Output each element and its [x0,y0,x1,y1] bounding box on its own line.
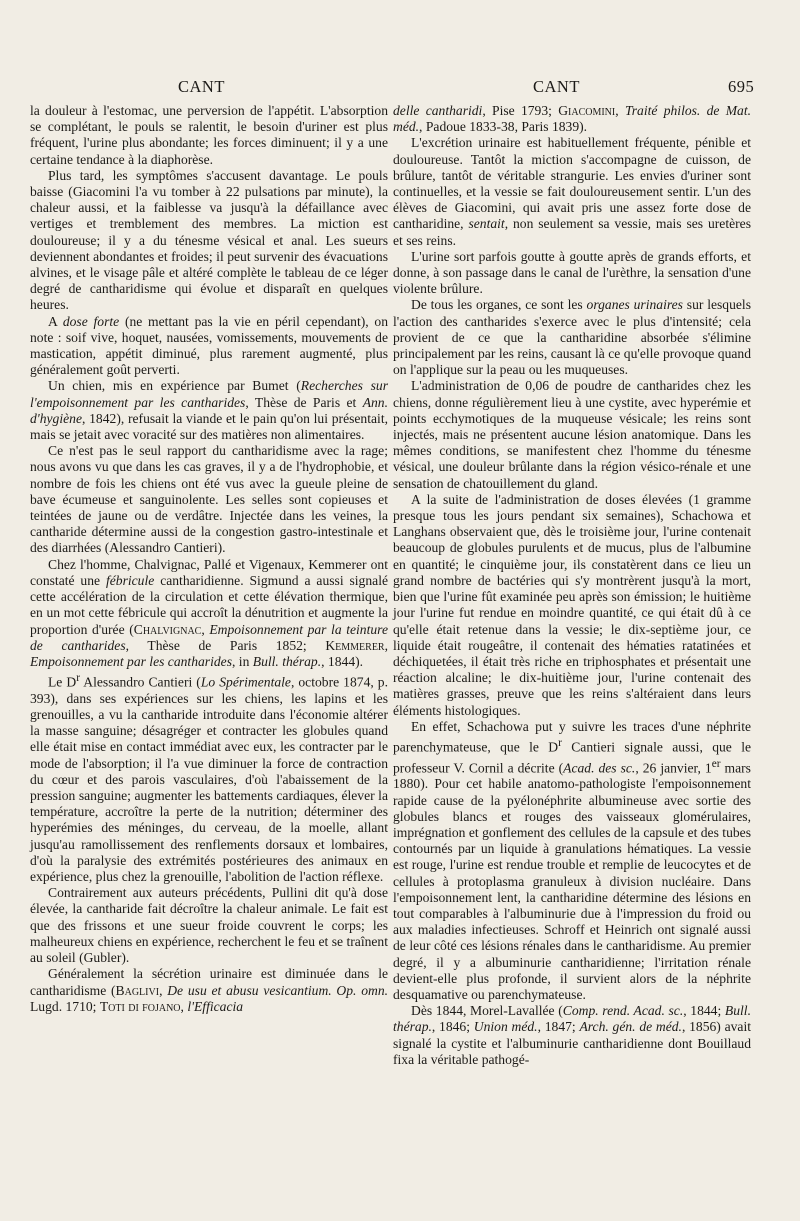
paragraph: De tous les organes, ce sont les organes urinaires sur lesquels l'action des cantharides s'exerce avec le plus d'intensité; cela provient de ce que la cantharidine absorbée s'élimine principalement par les reins, causant là ce qu'elle provoque quand on l'applique sur la peau ou les muqueuses. [393,297,751,378]
paragraph: A la suite de l'administration de doses élevées (1 gramme presque tous les jours pendant six semaines), Schachowa et Langhans observaient que, dès le troisième jour, l'urine contenait beaucoup de globules purulents et de mucus, plus de l'albumine en quantité; le cinquième jour, ils constatèrent dans ce lieu un grand nombre de bactéries qui s'y montrèrent jusqu'à la mort, bien que l'urine fût examinée peu après son émission; le huitième jour l'urine fut rendue en moindre quantité, ce qui était dû à ce qu'elle était retenue dans la vessie; le dix-septième jour, ce liquide était rougeâtre, il contenait des hématies ratatinées et déchiquetées, il était très riche en triphosphates et présentait une réaction alcaline; le dix-huitième jour, l'urine contenait des matières grasses, preuve que les reins s'altéraient dans leurs éléments histologiques. [393,491,751,718]
paragraph: Ce n'est pas le seul rapport du cantharidisme avec la rage; nous avons vu que dans les cas graves, il y a de l'hydrophobie, et nombre de fois les chiens ont été vus avec la gueule pleine de bave écumeuse et sanguinolente. Les selles sont copieuses et teintées de jaune ou de verdâtre. Injectée dans les veines, la cantharide détermine aussi de la congestion gastro-intestinale et des diarrhées (Alessandro Cantieri). [30,443,388,556]
paragraph: L'urine sort parfois goutte à goutte après de grands efforts, et donne, à son passage dans le canal de l'urèthre, la sensation d'une violente brûlure. [393,248,751,297]
paragraph: En effet, Schachowa put y suivre les traces d'une néphrite parenchymateuse, que le $D^r$ Cantieri signale aussi, que le professeur V. Cornil a décrite (Acad. des sc., 26 janvier, 1er mars 1880). Pour cet habile anatomo-pathologiste l'empoisonnement rapide cause de la pyélonéphrite albumineuse avec sortie des globules blancs et rouges des vaisseaux glomérulaires, imprégnation et gonflement des cellules de la capsule et des tubes contournés par un liquide à granulations hématiques. La vessie est rouge, l'urine est rendue trouble et remplie de leucocytes et de cellules à protoplasma granuleux à division nucléaire. Dans l'empoisonnement lent, la cantharidine détermine des lésions en tout comparables à l'albuminurie due à l'impression du froid ou aux maladies infectieuses. Schroff et Heinrich ont signalé aussi de leur côté ces lésions rénales dans le cantharidisme. Au premier degré, il y a albuminurie cantharidienne; l'irritation rénale devient-elle plus profonde, il survient alors de la néphrite desquamative ou parenchymateuse. [393,718,751,1003]
paragraph: Dès 1844, Morel-Lavallée (Comp. rend. Acad. sc., 1844; Bull. thérap., 1846; Union méd., 1847; Arch. gén. de méd., 1856) avait signalé la cystite et l'albuminurie cantharidienne dont Bouillaud fixa la véritable pathogé- [393,1003,752,1067]
paragraph: Généralement la sécrétion urinaire est diminuée dans le cantharidisme (Baglivi, De usu et abusu vesicantium. Op. omn. Lugd. 1710; Toti di fojano, l'Efficacia [30,966,389,1014]
paragraph: Contrairement aux auteurs précédents, Pullini dit qu'à dose élevée, la cantharide fait décroître la chaleur animale. Le fait est que des frissons et une sueur froide couvrent le corps; les malheureux chiens en expérience, recherchent le feu et se traînent au soleil (Gubler). [30,885,388,966]
paragraph: L'excrétion urinaire est habituellement fréquente, pénible et douloureuse. Tantôt la miction s'accompagne de cuisson, de brûlure, tantôt de véritable strangurie. Les envies d'uriner sont continuelles, et la vessie se fait douloureusement sentir. L'un des élèves de Giacomini, qui avait pris une assez forte dose de cantharidine, sentait, non seulement sa vessie, mais ses uretères et ses reins. [393,135,751,248]
paragraph: Le $D^r$ Alessandro Cantieri (Lo Spérimentale, octobre 1874, p. 393), dans ses expériences sur les chiens, les lapins et les grenouilles, a vu la cantharide introduite dans l'économie altérer la masse sanguine; désagréger et contracter les globules quand elle était mise en contact immédiat avec eux, les contracter par le mode de l'absorption; il l'a vue diminuer la force de contraction du cœur et des parois vasculaires, d'où l'abaissement de la pression sanguine; augmenter les battements cardiaques, élever la température, accroître la perte de la nutrition; déterminer des hyperémies des méninges, du cerveau, de la moelle, allant jusqu'au ramollissement des renflements dorsaux et lombaires, d'où la paralysie des extrémités postérieures des animaux en expérience, plus chez la grenouille, l'abolition de l'action réflexe. [30,672,389,885]
paragraph: Un chien, mis en expérience par Bumet (Recherches sur l'empoisonnement par les cantharides, Thèse de Paris et Ann. d'hygiène, 1842), refusait la viande et le pain qu'on lui présentait, mais se jetait avec voracité sur des matières non alimentaires. [30,378,388,443]
paragraph: L'administration de 0,06 de poudre de cantharides chez les chiens, donne régulièrement lieu à une cystite, avec hyperémie et points ecchymotiques de la muqueuse vésicale; les reins sont injectés, mais ne présentent aucune lésion anatomique. Dans les mêmes conditions, se manifestent chez l'homme du ténesme vésical, une douleur brûlante dans la région vésico-rénale et une sensation de chatouillement du gland. [393,378,751,491]
paragraph: delle cantharidi, Pise 1793; Giacomini, Traité philos. de Mat. méd., Padoue 1833-38, Paris 1839). [393,103,752,135]
paragraph: Chez l'homme, Chalvignac, Pallé et Vigenaux, Kemmerer ont constaté une fébricule cantharidienne. Sigmund a aussi signalé cette accélération de la circulation et cette élévation thermique, en un mot cette fébricule qui accroît la dénutrition et augmente la proportion d'urée (Chalvignac, Empoisonnement par la teinture de cantharides, Thèse de Paris 1852; Kemmerer, Empoisonnement par les cantharides, in Bull. thérap., 1844). [30,556,388,669]
paragraph: la douleur à l'estomac, une perversion de l'appétit. L'absorption se complétant, le pouls se ralentit, le besoin d'uriner est plus fréquent, l'urine plus abondante; les forces diminuent; il y a une certaine tendance à la diaphorèse. [30,103,388,167]
page-number: 695 [728,77,755,96]
paragraph: Plus tard, les symptômes s'accusent davantage. Le pouls baisse (Giacomini l'a vu tomber à 22 pulsations par minute), la chaleur aussi, et la faiblesse va jusqu'à la défaillance avec vertiges et tremblement des membres. La miction est douloureuse; il y a du ténesme vésical et anal. Les sueurs deviennent abondantes et froides; il peut survenir des évacuations alvines, et le visage pâle et altéré complète le tableau de ce léger degré de cantharidisme qui évolue et disparaît en quelques heures. [30,167,388,313]
running-head-left: CANT [178,77,225,96]
right-text-column [393,103,751,1068]
left-text-column [30,103,388,1015]
running-head-right: CANT [533,77,580,96]
paragraph: A dose forte (ne mettant pas la vie en péril cependant), on note : soif vive, hoquet, nausées, vomissements, mouvements de mastication, appétit diminué, plus rarement augmenté, plus généralement goût perverti. [30,313,389,378]
